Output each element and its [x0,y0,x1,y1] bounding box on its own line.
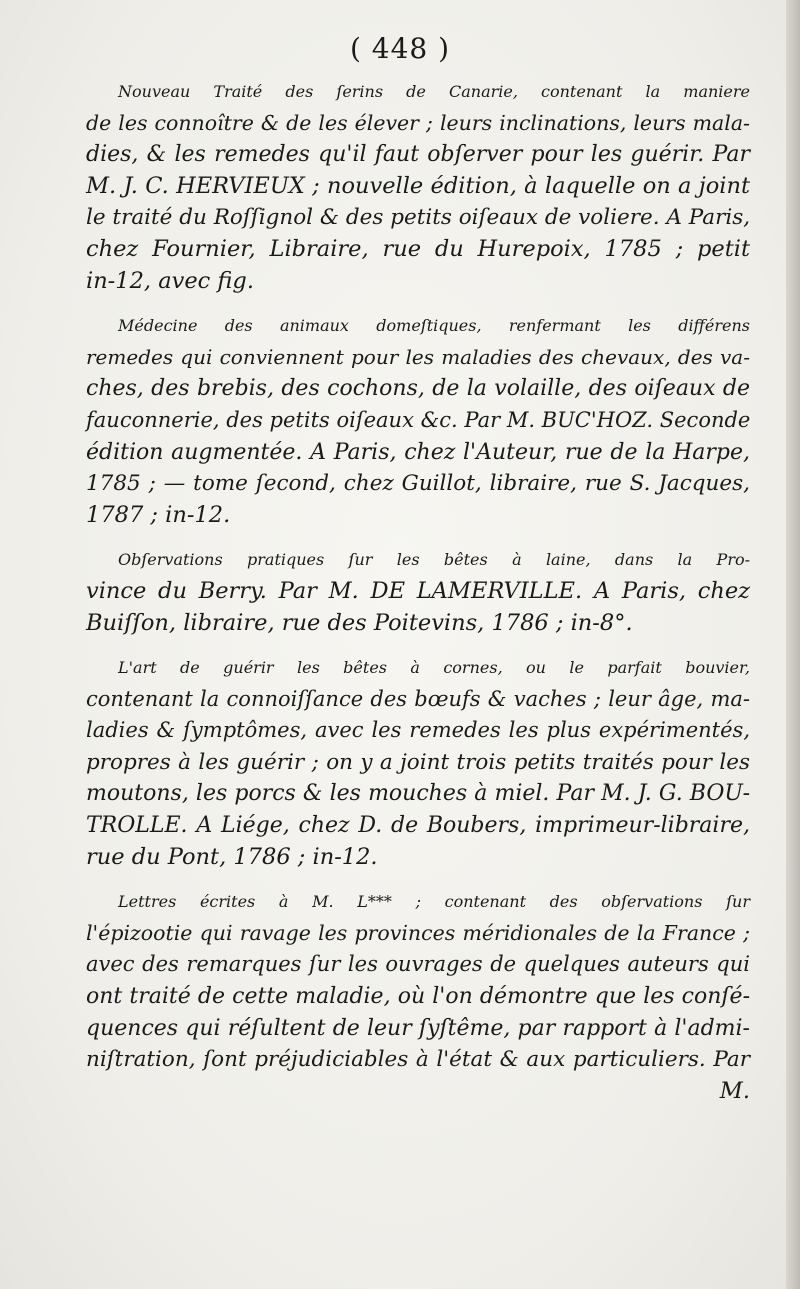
text-line: chez Fournier, Libraire, rue du Hurepoix, 1785 ; petit [86,235,750,262]
text-line: rue du Pont, 1786 ; in-12. [86,843,378,870]
text-line: M. J. C. HERVIEUX ; nouvelle édition, à laquelle on a joint [86,172,750,199]
text-line: ont traité de cette maladie, où l'on démontre que les conſé- [86,984,750,1010]
text-line: remedes qui conviennent pour les maladies des chevaux, des va- [86,344,750,369]
text-line: vince du Berry. Par M. DE LAMERVILLE. A Paris, chez [86,577,750,604]
page-number: ( 448 ) [349,32,451,65]
bibliography-entry-observations [86,544,750,639]
page-edge-shadow [786,0,800,1289]
text-line: édition augmentée. A Paris, chez l'Auteur, rue de la Harpe, [86,439,750,465]
bibliography-entry-serins [86,76,750,297]
bibliography-text [86,76,750,1120]
text-line: de les connoître & de les élever ; leurs inclinations, leurs mala- [86,110,750,135]
text-line: dies, & les remedes qu'il faut obſerver pour les guérir. Par [86,142,750,168]
text-line: le traité du Roſſignol & des petits oiſeaux de voliere. A Paris, [86,205,751,231]
text-line: TROLLE. A Liége, chez D. de Boubers, imprimeur-libraire, [86,813,750,839]
text-line: in-12, avec fig. [86,267,254,294]
text-line: Lettres écrites à M. L*** ; contenant des obſervations ſur [118,892,750,912]
text-line: 1785 ; — tome ſecond, chez Guillot, libraire, rue S. Jacques, [86,471,750,497]
text-line: l'épizootie qui ravage les provinces méridionales de la France ; [86,920,750,945]
text-line: L'art de guérir les bêtes à cornes, ou le parfait bouvier, [118,658,750,678]
text-line: Médecine des animaux domeſtiques, renfermant les différens [118,316,750,336]
text-line: 1787 ; in-12. [86,501,231,528]
text-line: avec des remarques ſur les ouvrages de quelques auteurs qui [86,952,750,977]
text-line: niſtration, ſont préjudiciables à l'état & aux particuliers. Par [86,1047,750,1073]
text-line: Nouveau Traité des ſerins de Canarie, contenant la maniere [118,82,750,101]
text-line: ches, des brebis, des cochons, de la volaille, des oiſeaux de [86,376,750,402]
text-line: contenant la connoiſſance des bœufs & vaches ; leur âge, ma- [86,686,750,711]
text-line: propres à les guérir ; on y a joint trois petits traités pour les [86,749,750,775]
bibliography-entry-lettres [86,886,750,1107]
bibliography-entry-medecine [86,310,750,531]
bibliography-entry-art-de-guerir [86,652,750,873]
text-line: fauconnerie, des petits oiſeaux &c. Par M. BUC'HOZ. Seconde [86,407,751,432]
text-line: M. [719,1077,750,1104]
text-line: ladies & ſymptômes, avec les remedes les plus expérimentés, [86,718,750,743]
text-line: moutons, les porcs & les mouches à miel. Par M. J. G. BOU- [86,781,750,807]
text-line: quences qui réſultent de leur ſyſtême, par rapport à l'admi- [86,1015,750,1041]
text-line: Buiſſon, libraire, rue des Poitevins, 1786 ; in-8°. [86,609,633,636]
text-line: Obſervations pratiques ſur les bêtes à laine, dans la Pro- [118,550,750,570]
